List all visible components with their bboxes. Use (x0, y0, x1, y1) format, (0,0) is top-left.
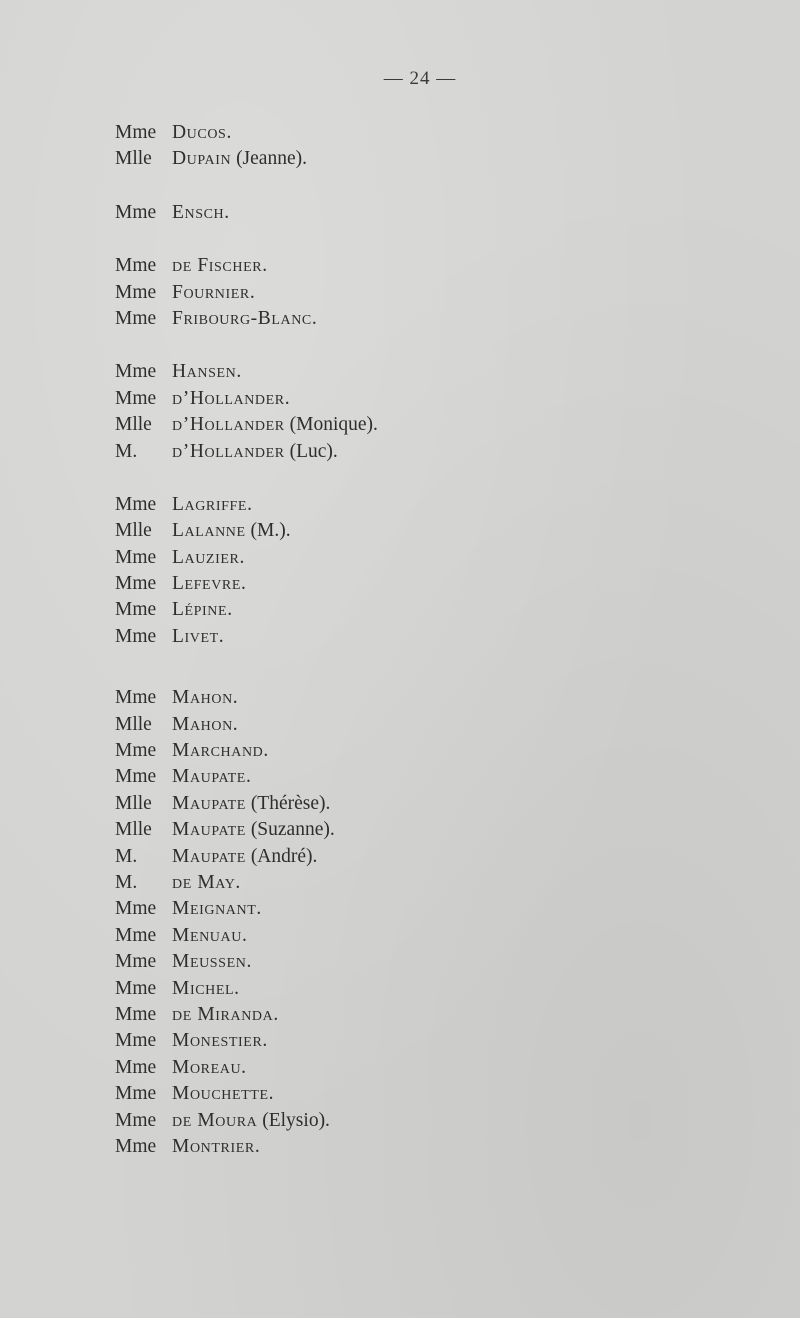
name-suffix: . (245, 766, 251, 788)
honorific: Mlle (115, 713, 152, 735)
honorific: Mme (115, 281, 157, 303)
person-name (172, 200, 229, 226)
surname: Livet (172, 625, 219, 647)
letter-group (115, 120, 755, 173)
honorific: Mme (115, 307, 157, 329)
name-suffix: . (262, 255, 268, 277)
list-item (115, 923, 755, 949)
list-item (115, 817, 755, 843)
name-suffix: (M.). (245, 520, 291, 542)
name-suffix: . (241, 1056, 247, 1078)
list-item (115, 685, 755, 711)
list-item (115, 738, 755, 764)
list-item (115, 791, 755, 817)
surname: Fournier (172, 281, 250, 303)
name-suffix: . (241, 573, 246, 595)
surname: Dupain (172, 148, 232, 170)
honorific: Mme (115, 687, 157, 709)
name-suffix: (Thérèse). (245, 792, 331, 814)
name-suffix: . (284, 387, 290, 409)
person-name (172, 492, 252, 518)
member-list (115, 120, 755, 1160)
honorific: Mme (115, 387, 157, 409)
name-suffix: (Monique). (284, 414, 378, 436)
person-name (172, 764, 251, 790)
name-particle: d’ (172, 414, 190, 436)
list-item (115, 1055, 755, 1081)
letter-group (115, 253, 755, 332)
person-name (172, 359, 241, 385)
surname: Moura (197, 1109, 258, 1131)
surname: Ensch (172, 201, 225, 223)
list-item (115, 306, 755, 332)
surname: May (197, 871, 236, 893)
person-name (172, 439, 338, 465)
list-item (115, 386, 755, 412)
person-name (172, 120, 231, 146)
list-item (115, 597, 755, 623)
name-suffix: . (234, 977, 240, 999)
honorific: Mme (115, 1109, 157, 1131)
person-name (172, 253, 267, 279)
honorific: M. (115, 440, 138, 462)
honorific: Mlle (115, 520, 152, 542)
surname: Maupate (172, 792, 246, 814)
name-suffix: . (262, 1030, 268, 1052)
name-particle: de (172, 1003, 198, 1025)
person-name (172, 412, 378, 438)
surname: Mahon (172, 687, 233, 709)
name-suffix: . (236, 361, 242, 383)
honorific: Mme (115, 546, 157, 568)
person-name (172, 280, 255, 306)
list-item (115, 120, 755, 146)
person-name (172, 571, 246, 597)
honorific: M. (115, 845, 138, 867)
list-item (115, 870, 755, 896)
list-item (115, 1134, 755, 1160)
honorific: Mme (115, 573, 157, 595)
person-name (172, 844, 317, 870)
name-suffix: . (246, 951, 252, 973)
person-name (172, 1108, 330, 1134)
list-item (115, 146, 755, 172)
surname: Meussen (172, 951, 247, 973)
honorific: Mme (115, 493, 157, 515)
list-item (115, 253, 755, 279)
list-item (115, 412, 755, 438)
honorific: Mme (115, 977, 157, 999)
person-name (172, 923, 247, 949)
surname: Hollander (189, 414, 285, 436)
honorific: Mme (115, 201, 157, 223)
name-suffix: (André). (245, 845, 318, 867)
list-item (115, 359, 755, 385)
name-particle: de (172, 255, 198, 277)
honorific: Mlle (115, 819, 152, 841)
name-particle: de (172, 871, 198, 893)
name-suffix: . (268, 1083, 274, 1105)
honorific: Mme (115, 1003, 157, 1025)
person-name (172, 1028, 267, 1054)
surname: Fribourg-Blanc (172, 307, 312, 329)
honorific: Mme (115, 951, 157, 973)
name-suffix: . (254, 1135, 260, 1157)
honorific: Mme (115, 599, 157, 621)
name-suffix: . (232, 687, 238, 709)
surname: Hansen (172, 361, 237, 383)
person-name (172, 738, 268, 764)
list-item (115, 200, 755, 226)
list-item (115, 1081, 755, 1107)
person-name (172, 597, 232, 623)
name-suffix: (Suzanne). (245, 819, 335, 841)
person-name (172, 791, 330, 817)
surname: Lalanne (172, 520, 246, 542)
name-suffix: . (249, 281, 255, 303)
honorific: Mlle (115, 414, 152, 436)
list-item (115, 844, 755, 870)
person-name (172, 817, 335, 843)
letter-group (115, 685, 755, 1160)
list-item (115, 571, 755, 597)
page-number: — 24 — (383, 68, 457, 89)
name-suffix: . (241, 924, 247, 946)
name-suffix: . (256, 898, 262, 920)
name-suffix: . (232, 713, 238, 735)
name-suffix: . (235, 871, 241, 893)
name-suffix: . (311, 307, 317, 329)
list-item (115, 518, 755, 544)
surname: Lauzier (172, 546, 240, 568)
name-suffix: (Elysio). (257, 1109, 330, 1131)
letter-group (115, 200, 755, 226)
list-item (115, 949, 755, 975)
list-item (115, 439, 755, 465)
person-name (172, 386, 290, 412)
person-name (172, 1055, 246, 1081)
list-item (115, 624, 755, 650)
name-particle: de (172, 1109, 198, 1131)
name-particle: d’ (172, 440, 190, 462)
name-suffix: . (226, 122, 232, 143)
surname: Marchand (172, 740, 264, 762)
honorific: M. (115, 871, 138, 893)
name-suffix: (Luc). (284, 440, 338, 462)
honorific: Mme (115, 1030, 157, 1052)
letter-group (115, 359, 755, 465)
list-item (115, 764, 755, 790)
surname: Lagriffe (172, 493, 248, 515)
honorific: Mme (115, 924, 157, 946)
honorific: Mme (115, 740, 157, 762)
letter-group (115, 492, 755, 650)
surname: Ducos (172, 122, 227, 143)
person-name (172, 146, 307, 172)
person-name (172, 976, 239, 1002)
name-suffix: . (224, 201, 230, 223)
honorific: Mme (115, 122, 157, 143)
list-item (115, 492, 755, 518)
honorific: Mme (115, 1135, 157, 1157)
surname: Moreau (172, 1056, 242, 1078)
list-item (115, 280, 755, 306)
honorific: Mme (115, 361, 157, 383)
name-particle: d’ (172, 387, 190, 409)
person-name (172, 949, 251, 975)
person-name (172, 685, 238, 711)
honorific: Mme (115, 1056, 157, 1078)
surname: Maupate (172, 845, 246, 867)
list-item (115, 896, 755, 922)
list-item (115, 1002, 755, 1028)
surname: Maupate (172, 819, 246, 841)
honorific: Mme (115, 766, 157, 788)
person-name (172, 518, 291, 544)
name-suffix: . (239, 546, 245, 568)
surname: Monestier (172, 1030, 263, 1052)
list-item (115, 1108, 755, 1134)
surname: Miranda (197, 1003, 274, 1025)
list-item (115, 545, 755, 571)
name-suffix: (Jeanne). (231, 148, 307, 170)
name-suffix: . (273, 1003, 279, 1025)
list-item (115, 712, 755, 738)
surname: Mouchette (172, 1083, 269, 1105)
honorific: Mme (115, 625, 157, 647)
surname: Maupate (172, 766, 246, 788)
honorific: Mlle (115, 148, 152, 170)
surname: Hollander (189, 440, 285, 462)
name-suffix: . (263, 740, 269, 762)
name-suffix: . (247, 493, 252, 515)
person-name (172, 306, 317, 332)
surname: Lefevre (172, 573, 242, 595)
surname: Lépine (172, 599, 228, 621)
person-name (172, 712, 238, 738)
surname: Michel (172, 977, 235, 999)
person-name (172, 896, 261, 922)
surname: Mahon (172, 713, 233, 735)
person-name (172, 1081, 274, 1107)
person-name (172, 545, 244, 571)
surname: Meignant (172, 898, 257, 920)
surname: Fischer (197, 255, 263, 277)
list-item (115, 1028, 755, 1054)
person-name (172, 1002, 278, 1028)
person-name (172, 624, 224, 650)
honorific: Mme (115, 255, 157, 277)
person-name (172, 870, 240, 896)
surname: Hollander (189, 387, 285, 409)
name-suffix: . (218, 625, 224, 647)
person-name (172, 1134, 260, 1160)
surname: Montrier (172, 1135, 255, 1157)
honorific: Mme (115, 898, 157, 920)
name-suffix: . (227, 599, 233, 621)
list-item (115, 976, 755, 1002)
surname: Menuau (172, 924, 242, 946)
honorific: Mlle (115, 792, 152, 814)
honorific: Mme (115, 1083, 157, 1105)
